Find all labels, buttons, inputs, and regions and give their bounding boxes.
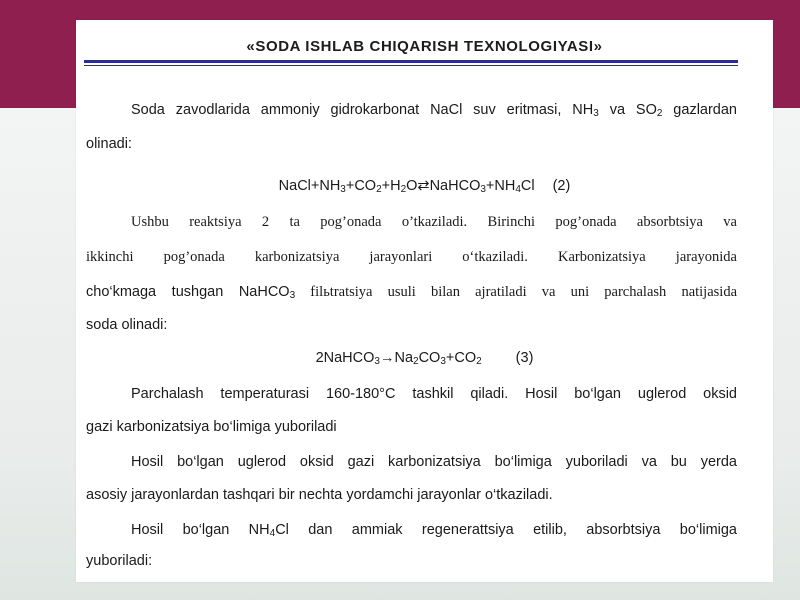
paragraph-3-line-1: Parchalash temperaturasi 160-180°C tashkil qiladi. Hosil bo‘lgan uglerod oksid (131, 386, 737, 402)
document-title: «SODA ISHLAB CHIQARISH TEXNOLOGIYASI» (246, 38, 603, 55)
title-rule-thin (84, 65, 738, 66)
paragraph-2-line-1: Ushbu reaktsiya 2 ta pog’onada o’tkaziladi. Birinchi pog’onada absorbtsiya va (131, 214, 737, 230)
equation-number-2: (2) (552, 178, 571, 194)
title-rule-thick (84, 60, 738, 63)
paragraph-2-line-3: cho‘kmaga tushgan NaHCO$_3$ filьtratsiya usuli bilan ajratiladi va uni parchalash natijasida (86, 284, 738, 301)
equation-3: $2NaHCO_3\to Na_2CO_3+CO_2$ (3) (315, 350, 534, 367)
paragraph-4-line-2: asosiy jarayonlardan tashqari bir nechta yordamchi jarayonlar o‘tkaziladi. (86, 487, 553, 503)
paragraph-2-line-2: ikkinchi pog’onada karbonizatsiya jarayonlari o‘tkaziladi. Karbonizatsiya jarayonida (86, 249, 737, 265)
paragraph-1-line-1: Soda zavodlarida ammoniy gidrokarbonat NaCl suv eritmasi, $NH_3$ va $SO_2$ gazlardan (131, 102, 737, 119)
paragraph-4-line-1: Hosil bo‘lgan uglerod oksid gazi karbonizatsiya bo‘limiga yuboriladi va bu yerda (131, 454, 737, 470)
paragraph-5-line-1: Hosil bo‘lgan $NH_4Cl$ dan ammiak regenerattsiya etilib, absorbtsiya bo‘limiga (131, 522, 737, 539)
document-page (76, 20, 773, 582)
paragraph-1-line-2: olinadi: (86, 136, 132, 152)
equation-number-3: (3) (515, 350, 534, 366)
paragraph-3-line-2: gazi karbonizatsiya bo‘limiga yuboriladi (86, 419, 337, 435)
equation-2: $NaCl+NH_3+CO_2+H_2O⇄NaHCO_3+NH_4Cl$ (2) (278, 178, 571, 195)
paragraph-2-line-4: soda olinadi: (86, 317, 168, 333)
paragraph-5-line-2: yuboriladi: (86, 553, 153, 569)
